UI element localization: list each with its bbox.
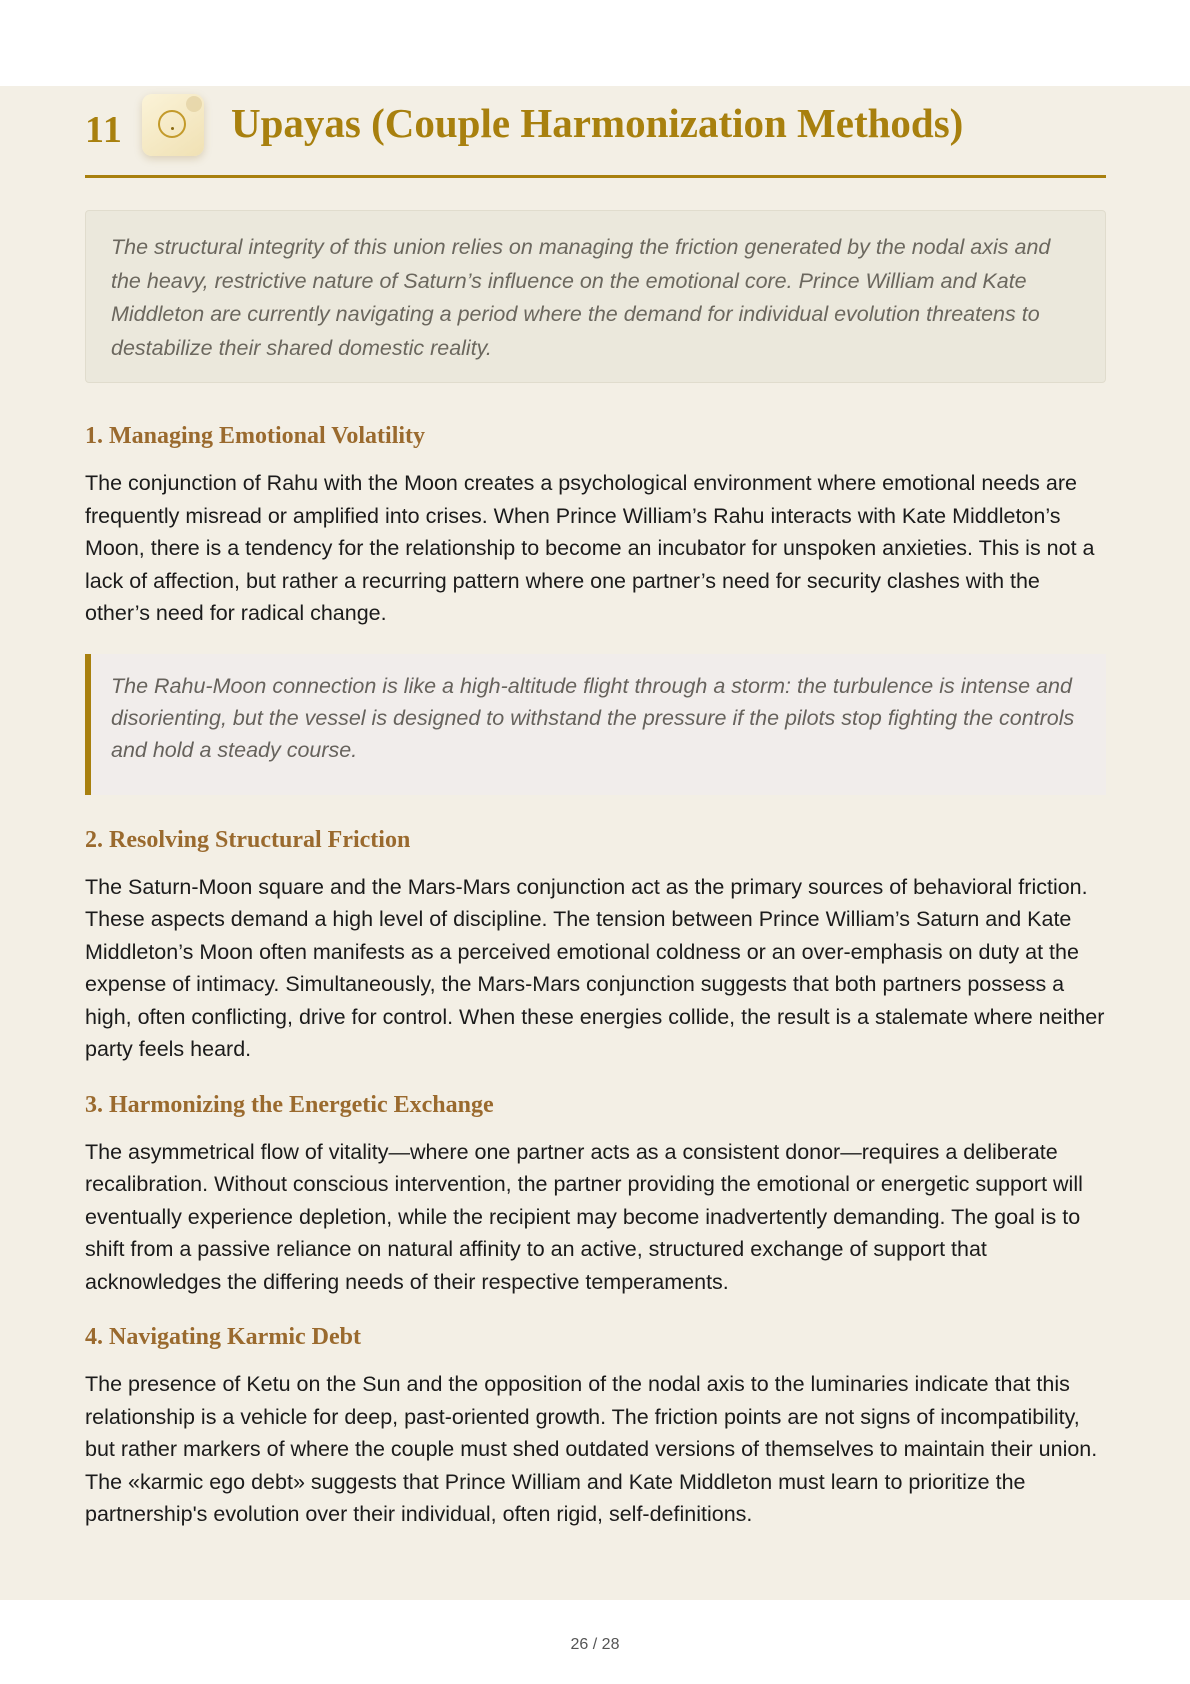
section-body-emotional-volatility: The conjunction of Rahu with the Moon creates a psychological environment where emotional needs are frequently misread or amplified into crises. When Prince William’s Rahu interacts with Kate Middleton’s Moon, there is a tendency for the relationship to become an incubator for unspoken anxieties. This is not a lack of affection, but rather a recurring pattern where one partner’s need for security clashes with the other’s need for radical change. [85, 471, 1095, 625]
intro-text: The structural integrity of this union relies on managing the friction generated by the nodal axis and the heavy, restrictive nature of Saturn’s influence on the emotional core. Prince William and Kate Middleton are currently navigating a period where the demand for individual evolution threatens to destabilize their shared domestic reality. [111, 235, 1051, 360]
chapter-header [85, 86, 1106, 178]
section-heading-emotional-volatility: 1. Managing Emotional Volatility [85, 423, 426, 449]
chapter-icon-badge [142, 94, 204, 156]
pull-quote [85, 654, 1106, 795]
pull-quote-text: The Rahu-Moon connection is like a high-altitude flight through a storm: the turbulence is intense and disorienting, but the vessel is designed to withstand the pressure if the pilots stop fighting the controls and hold a steady course. [111, 673, 1075, 762]
chapter-title: Upayas (Couple Harmonization Methods) [231, 100, 964, 146]
sun-icon [158, 110, 186, 138]
document-page [0, 86, 1190, 1600]
page-indicator: 26 / 28 [570, 1636, 620, 1653]
page-content [85, 86, 1106, 1531]
section-body-karmic-debt: The presence of Ketu on the Sun and the opposition of the nodal axis to the luminaries indicate that this relationship is a vehicle for deep, past-oriented growth. The friction points are not signs of incompatibility, but rather markers of where the couple must shed outdated versions of themselves to maintain their union. The «karmic ego debt» suggests that Prince William and Kate Middleton must learn to prioritize the partnership's evolution over their individual, often rigid, self-definitions. [85, 1372, 1098, 1526]
chapter-number: 11 [85, 109, 123, 151]
section-body-structural-friction: The Saturn-Moon square and the Mars-Mars conjunction act as the primary sources of behavioral friction. These aspects demand a high level of discipline. The tension between Prince William’s Saturn and Kate Middleton’s Moon often manifests as a perceived emotional coldness or an over-emphasis on duty at the expense of intimacy. Simultaneously, the Mars-Mars conjunction suggests that both partners possess a high, often conflicting, drive for control. When these energies collide, the result is a stalemate where neither party feels heard. [85, 874, 1105, 1061]
section-heading-structural-friction: 2. Resolving Structural Friction [85, 826, 411, 853]
intro-summary-box [85, 210, 1106, 383]
section-body-energetic-exchange: The asymmetrical flow of vitality—where one partner acts as a consistent donor—requires a deliberate recalibration. Without conscious intervention, the partner providing the emotional or energetic support will eventually experience depletion, while the recipient may become inadvertently demanding. The goal is to shift from a passive reliance on natural affinity to an active, structured exchange of support that acknowledges the differing needs of their respective temperaments. [85, 1139, 1083, 1294]
badge-highlight [186, 96, 202, 112]
section-heading-energetic-exchange: 3. Harmonizing the Energetic Exchange [85, 1091, 494, 1118]
section-heading-karmic-debt: 4. Navigating Karmic Debt [85, 1324, 361, 1350]
